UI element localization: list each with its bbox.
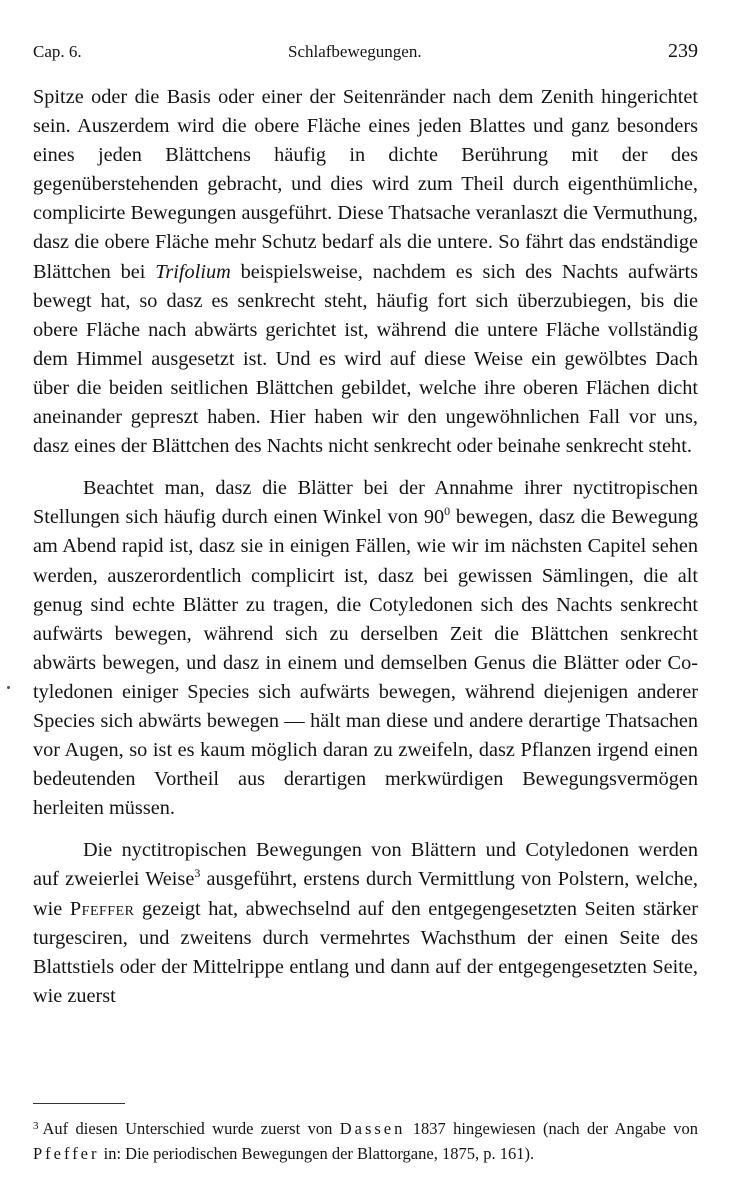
footnote: $^3$ Auf diesen Unterschied wurde zuerst von Dassen 1837 hingewiesen (nach der Angabe von Pfeffer in: Die periodischen Bewegungen der Blattorgane, 1875, p. 161). [33,1119,698,1163]
author-name: Pfeffer [69,897,135,920]
paragraph-2: Beachtet man, dasz die Blätter bei der Annahme ihrer nyctitropischen Stellungen sich häufig durch einen Winkel von 90$^0$ bewegen, dasz die Bewegung am Abend rapid ist, dasz sie in einigen Fällen, wie wir im nächsten Capitel sehen werden, auszerordentlich complicirt ist, dasz bei gewissen Sämlingen, die alt genug sind echte Blätter zu tragen, die Cotyledonen sich des Nachts senkrecht aufwärts bewegen, während sich zu derselben Zeit die Blättchen senkrecht abwärts bewegen, und dasz in einem und demselben Genus die Blätter oder Cotyledonen einiger Species sich aufwärts bewegen, während diejenigen anderer Species sich abwärts bewegen — hält man diese und andere derartige Thatsachen vor Augen, so ist es kaum möglich daran zu zweifeln, dasz Pflanzen irgend einen bedeutenden Vortheil aus derartigen merkwürdigen Bewegungsvermögen herleiten müssen. [33,477,699,820]
cited-author: Dassen [339,1119,406,1138]
degree-mark: 0 [444,504,451,519]
cited-author: Pfeffer [33,1144,100,1163]
page-number: 239 [668,40,698,62]
footnote-reference[interactable]: 3 [194,866,201,881]
paragraph-3: Die nyctitropischen Bewegungen von Blättern und Cotyledonen werden auf zweierlei Weise$^3$ ausgeführt, erstens durch Vermittlung von Polstern, welche, wie Pfeffer gezeigt hat, abwechselnd auf den entgegengesetzten Seiten stärker turgesciren, und zweitens durch vermehrtes Wachsthum der einen Seite des Blattstiels oder der Mittelrippe entlang und dann auf der entgegengesetzten Seite, wie zuerst [33,839,698,1007]
footnote-divider [33,1103,125,1104]
paragraph-1: Spitze oder die Basis oder einer der Seitenränder nach dem Zenith hingerichtet sein. Auszerdem wird die obere Fläche eines jeden Blattes und ganz besonders eines jeden Blättchens häufig in dichte Berührung mit der des gegenüberstehenden gebracht, und dies wird zum Theil durch eigenthümliche, complicirte Bewegungen ausgeführt. Diese Thatsache veranlaszt die Vermuthung, dasz die obere Fläche mehr Schutz bedarf als die untere. So fährt das endständige Blättchen bei Trifolium beispielsweise, nachdem es sich des Nachts aufwärts bewegt hat, so dasz es senkrecht steht, häufig fort sich überzubiegen, bis die obere Fläche nach abwärts gerichtet ist, während die untere Fläche vollständig dem Himmel ausgesetzt ist. Und es wird auf diese Weise ein gewölbtes Dach über die beiden seitlichen Blättchen gebildet, welche ihre oberen Flächen dicht aneinander gepreszt haben. Hier haben wir den ungewöhnlichen Fall vor uns, dasz eines der Blättchen des Nachts nicht senkrecht oder beinahe senkrecht steht. [33,86,698,458]
running-header [33,40,698,64]
genus-name: Trifolium [155,260,231,283]
body-text [33,83,698,1011]
running-title: Schlafbewegungen. [288,42,422,61]
margin-speck [7,686,10,689]
footnote-mark: 3 [33,1120,39,1132]
chapter-label: Cap. 6. [33,42,82,61]
